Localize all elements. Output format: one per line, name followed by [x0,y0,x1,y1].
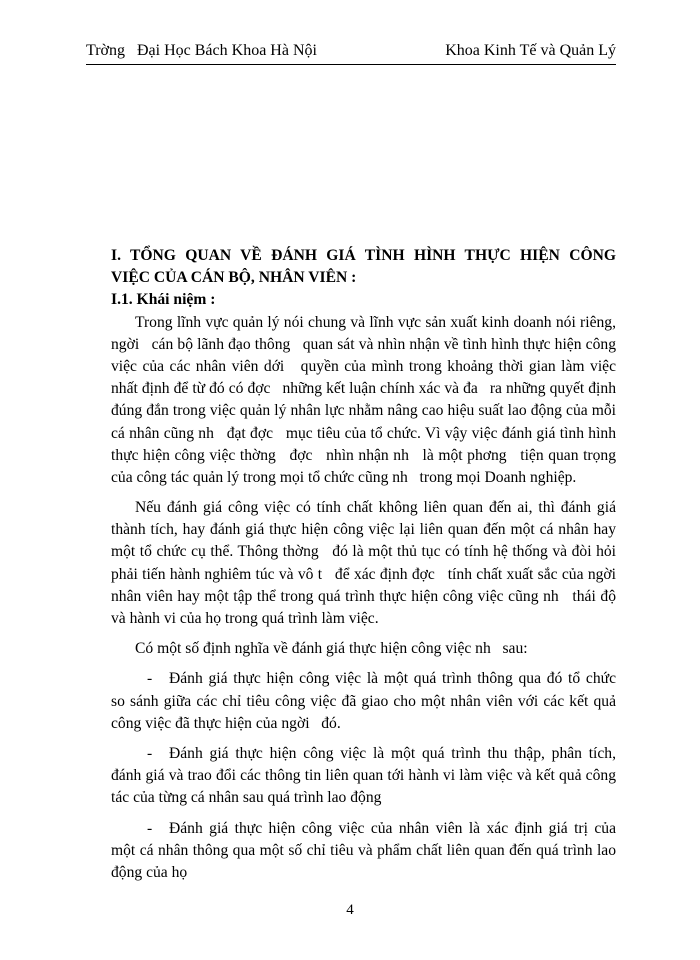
paragraph-line: nhất định để từ đó có đợc những kết luận chính xác và đa ra những quyết định [111,380,616,398]
section-title-line-1: I. TỔNG QUAN VỀ ĐÁNH GIÁ TÌNH HÌNH THỰC HIỆN CÔNG [111,247,616,264]
bullet-first-line [111,818,616,840]
paragraph-line: cá nhân cũng nh đạt đợc mục tiêu của tổ chức. Vì vậy việc đánh giá tình hình [111,424,616,442]
definition-bullet-1 [111,668,616,735]
header-faculty: Khoa Kinh Tế và Quản Lý [445,42,616,59]
definition-bullet-2 [111,743,616,810]
bullet-line: đánh giá và trao đổi các thông tin liên quan tới hành vi làm việc và kết quả công [111,767,616,785]
paragraph-line: phải tiến hành nghiêm túc và vô t để xác định đợc tính chất xuất sắc của ngời [111,565,616,583]
paragraph-definition-intro [111,312,616,490]
paragraph-line: và hành vi của họ trong quá trình làm việc. [111,610,379,628]
definition-bullet-3 [111,818,616,885]
paragraph-evaluation [111,497,616,630]
bullet-text: Đánh giá thực hiện công việc là một quá trình thông qua đó tổ chức [169,670,616,688]
bullet-dash: - [147,819,153,837]
bullet-line: một cá nhân thông qua một số chỉ tiêu và phẩm chất liên quan đến quá trình lao [111,841,616,859]
header-university: Trờng Đại Học Bách Khoa Hà Nội [86,42,317,59]
bullet-text: Đánh giá thực hiện công việc là một quá trình thu thập, phân tích, [169,744,616,762]
bullet-text: Đánh giá thực hiện công việc của nhân viên là xác định giá trị của [169,819,616,837]
bullet-line: công việc đã thực hiện của ngời đó. [111,714,341,732]
bullet-first-line [111,668,616,690]
bullet-line: so sánh giữa các chỉ tiêu công việc đã giao cho một nhân viên với các kết quả [111,692,616,710]
subsection-title: I.1. Khái niệm : [111,291,216,309]
paragraph-line: Có một số định nghĩa về đánh giá thực hiện công việc nh sau: [135,640,528,658]
page-header [86,38,616,65]
paragraph-line: ngời cán bộ lãnh đạo thông quan sát và nhìn nhận về tình hình thực hiện công [111,335,616,353]
bullet-dash: - [147,670,153,688]
paragraph-line: Trong lĩnh vực quản lý nói chung và lĩnh vực sản xuất kinh doanh nói riêng, [135,313,616,331]
section-title [111,245,616,289]
paragraph-line: một tổ chức cụ thể. Thông thờng đó là một thủ tục có tính hệ thống và đòi hỏi [111,543,616,561]
paragraph-line: của công tác quản lý trong mọi tổ chức cũng nh trong mọi Doanh nghiệp. [111,468,577,486]
paragraph-line: thành tích, hay đánh giá thực hiện công việc lại liên quan đến một cá nhân hay [111,521,616,539]
bullet-line: động của họ [111,863,188,881]
bullet-line: tác của từng cá nhân sau quá trình lao động [111,789,382,807]
page-number: 4 [346,902,354,918]
paragraph-definitions-lead [111,638,616,660]
section-title-line-2: VIỆC CỦA CÁN BỘ, NHÂN VIÊN : [111,269,357,287]
paragraph-line: thực hiện công việc thờng đợc nhìn nhận nh là một phơng tiện quan trọng [111,446,616,464]
paragraph-line: Nếu đánh giá công việc có tính chất không liên quan đến ai, thì đánh giá [135,499,616,517]
paragraph-line: đúng đắn trong việc quản lý nhân lực nhằm nâng cao hiệu suất lao động của mỗi [111,402,616,420]
bullet-first-line [111,743,616,765]
paragraph-line: việc của các nhân viên dới quyền của mình trong khoảng thời gian làm việc [111,357,616,375]
paragraph-line: nhân viên hay một tập thể trong quá trình thực hiện công việc cũng nh thái độ [111,587,616,605]
bullet-dash: - [147,744,153,762]
document-body [111,245,616,892]
